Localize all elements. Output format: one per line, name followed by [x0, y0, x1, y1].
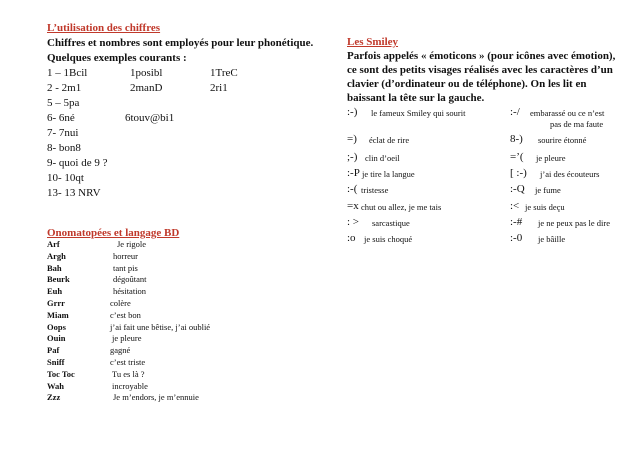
onomatopee-row	[47, 263, 297, 274]
onomatopee-row	[47, 381, 297, 392]
smiley-meaning: je bâille	[538, 233, 566, 244]
smiley-meaning: éclat de rire	[369, 134, 410, 145]
onomatopee-word: Wah	[47, 380, 65, 391]
chiffres-row-4-a: 6- 6né	[47, 112, 75, 124]
onomatopee-meaning: colère	[110, 298, 131, 308]
chiffres-row-4-b: 6touv@bi1	[125, 112, 175, 124]
smiley-intro-3: clavier (d’ordinateur ou de téléphone). On les lit en	[347, 78, 587, 90]
smiley-symbol: :-)	[347, 106, 358, 118]
smiley-symbol: =x	[347, 200, 359, 212]
onomatopee-meaning: horreur	[113, 250, 139, 261]
chiffres-row-9: 13- 13 NRV	[47, 187, 101, 199]
chiffres-row-2-c: 2ri1	[210, 82, 228, 94]
chiffres-row-8: 10- 10qt	[47, 172, 84, 184]
smiley-symbol: :<	[510, 200, 520, 212]
onomatopee-word: Zzz	[47, 392, 61, 403]
onomatopee-row	[47, 345, 297, 356]
onomatopee-meaning: Tu es là ?	[112, 368, 145, 379]
smiley-meaning: le fameux Smiley qui sourit	[371, 107, 466, 118]
onomatopee-word: Ouin	[47, 333, 66, 344]
onomatopee-word: Toc Toc	[47, 368, 75, 379]
smiley-meaning: tristesse	[361, 184, 389, 195]
chiffres-row-2-b: 2manD	[130, 82, 163, 94]
smiley-symbol: [ :-)	[510, 167, 527, 179]
chiffres-title: L’utilisation des chiffres	[47, 22, 161, 34]
chiffres-intro-2: Quelques exemples courants :	[47, 52, 187, 64]
onomatopees-list	[47, 239, 297, 409]
onomatopee-row	[47, 392, 297, 403]
chiffres-row-1-c: 1TreC	[210, 67, 238, 79]
chiffres-row-3: 5 – 5pa	[47, 97, 80, 109]
onomatopee-word: Bah	[47, 262, 62, 273]
smiley-symbol: ;-)	[347, 151, 358, 163]
onomatopee-meaning: tant pis	[113, 262, 138, 273]
smiley-meaning: je fume	[535, 184, 561, 195]
onomatopee-meaning: gagné	[110, 345, 131, 356]
smiley-symbol: 8-)	[510, 133, 523, 145]
onomatopee-word: Miam	[47, 309, 69, 320]
smiley-meaning: je suis choqué	[364, 233, 413, 244]
onomatopee-meaning: hésitation	[113, 286, 147, 297]
chiffres-intro-1: Chiffres et nombres sont employés pour leur phonétique.	[47, 37, 314, 49]
smiley-symbol: :-/	[510, 106, 520, 118]
smiley-intro-2: ce sont des petits visages réalisés avec les caractères d’un	[347, 64, 613, 76]
onomatopee-row	[47, 251, 297, 262]
onomatopee-word: Argh	[47, 250, 66, 261]
chiffres-row-7: 9- quoi de 9 ?	[47, 157, 108, 169]
onomatopee-meaning: dégoûtant	[113, 274, 147, 285]
smiley-symbol: =’(	[510, 151, 524, 163]
onomatopee-row	[47, 298, 297, 309]
onomatopee-word: Grrr	[47, 298, 65, 308]
smiley-meaning: sarcastique	[372, 217, 410, 228]
smiley-symbol: :o	[347, 232, 356, 244]
onomatopee-row	[47, 310, 297, 321]
smiley-symbol: :-(	[347, 183, 358, 195]
smiley-symbol: =)	[347, 133, 357, 145]
chiffres-row-6: 8- bon8	[47, 142, 81, 154]
onomatopee-word: Arf	[47, 239, 60, 249]
onomatopee-word: Euh	[47, 286, 63, 297]
smiley-meaning: je tire la langue	[362, 168, 415, 179]
chiffres-row-2-a: 2 - 2m1	[47, 82, 82, 94]
smiley-intro-4: baissant la tête sur la gauche.	[347, 92, 485, 104]
onomatopee-meaning: c’est triste	[110, 357, 146, 367]
chiffres-row-1-b: 1posibl	[130, 67, 163, 79]
onomatopee-word: Beurk	[47, 274, 70, 285]
onomatopee-meaning: c’est bon	[110, 309, 141, 320]
onomatopee-row	[47, 369, 297, 380]
smiley-symbol: :-Q	[510, 183, 525, 195]
onomatopee-meaning: je pleure	[112, 333, 142, 344]
smiley-symbol: :-0	[510, 232, 523, 244]
smiley-meaning: j’ai des écouteurs	[540, 168, 600, 179]
smiley-symbol: : >	[347, 216, 360, 228]
onomatopees-title: Onomatopées et langage BD	[47, 227, 180, 239]
onomatopee-row	[47, 322, 297, 333]
smiley-meaning: embarassé ou ce n’est	[530, 107, 605, 118]
chiffres-row-1-a: 1 – 1Bcil	[47, 67, 88, 79]
onomatopee-word: Sniff	[47, 357, 65, 367]
smiley-meaning: chut ou allez, je me tais	[361, 201, 442, 212]
onomatopee-row	[47, 274, 297, 285]
smiley-meaning: sourire étonné	[538, 134, 587, 145]
smiley-meaning-continued: pas de ma faute	[550, 119, 604, 129]
smiley-left-list	[347, 106, 507, 246]
smiley-meaning: clin d’oeil	[365, 152, 400, 163]
smiley-symbol: :-#	[510, 216, 523, 228]
smiley-title: Les Smiley	[347, 36, 399, 48]
onomatopee-row	[47, 357, 297, 368]
smiley-meaning: je ne peux pas le dire	[538, 217, 610, 228]
onomatopee-row	[47, 333, 297, 344]
smiley-meaning: je suis deçu	[525, 201, 565, 212]
smiley-symbol: :-P	[347, 167, 360, 179]
onomatopee-row	[47, 239, 297, 250]
smiley-right-list	[510, 106, 635, 246]
onomatopee-meaning: incroyable	[112, 380, 148, 391]
chiffres-row-5: 7- 7nui	[47, 127, 79, 139]
onomatopee-meaning: Je m’endors, je m’ennuie	[113, 392, 199, 403]
onomatopee-meaning: j’ai fait une bêtise, j’ai oublié	[110, 321, 211, 332]
onomatopee-word: Oops	[47, 321, 66, 332]
smiley-intro-1: Parfois appelés « émoticons » (pour icônes avec émotion),	[347, 50, 616, 62]
smiley-meaning: je pleure	[536, 152, 566, 163]
onomatopee-row	[47, 286, 297, 297]
onomatopee-meaning: Je rigole	[117, 239, 147, 249]
onomatopee-word: Paf	[47, 345, 60, 356]
